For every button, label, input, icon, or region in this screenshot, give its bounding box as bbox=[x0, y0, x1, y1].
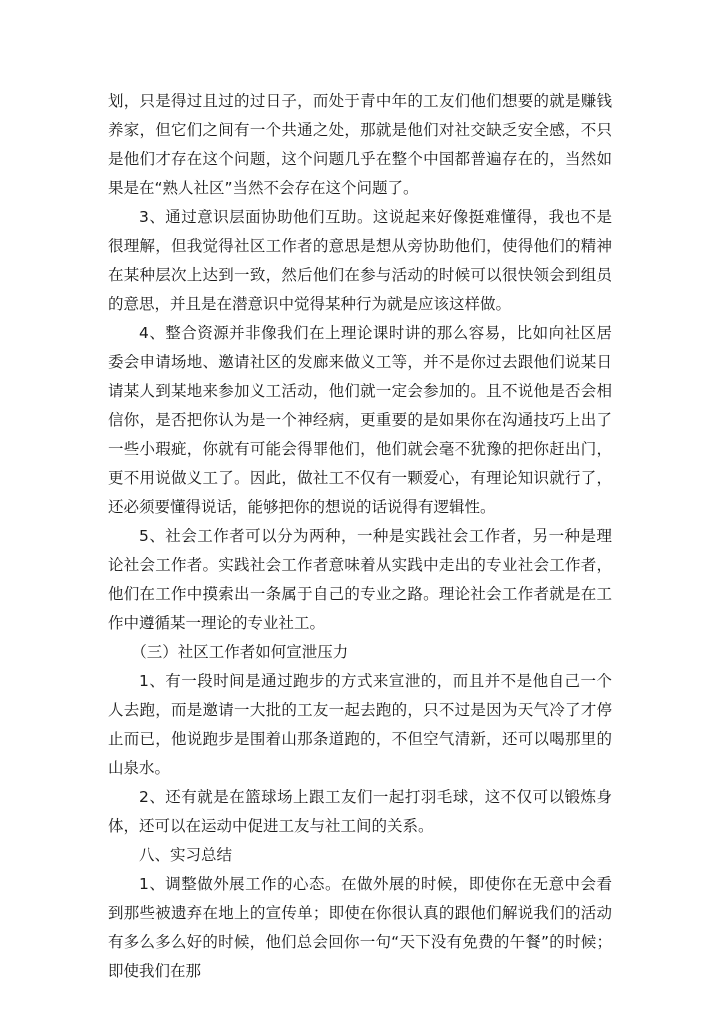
paragraph-summary-1: 1、调整做外展工作的心态。在做外展的时候，即使你在无意中会看到那些被遗弃在地上的宣传单；即使在你很认真的跟他们解说我们的活动有多么多么好的时候，他们总会回你一句“天下没有免费的午餐”的时候；即使我们在那 bbox=[108, 875, 612, 980]
section-heading-pressure-relief: （三）社区工作者如何宣泄压力 bbox=[131, 643, 349, 661]
paragraph-item-4: 4、整合资源并非像我们在上理论课时讲的那么容易，比如向社区居委会申请场地、邀请社区的发廊来做义工等，并不是你过去跟他们说某日请某人到某地来参加义工活动，他们就一定会参加的。且不说他是否会相信你，是否把你认为是一个神经病，更重要的是如果你在沟通技巧上出了一些小瑕疵，你就有可能会得罪他们，他们就会毫不犹豫的把你赶出门，更不用说做义工了。因此，做社工不仅有一颗爱心，有理论知识就行了，还必须要懂得说话，能够把你的想说的话说得有逻辑性。 bbox=[108, 324, 612, 516]
paragraph-item-3: 3、通过意识层面协助他们互助。这说起来好像挺难懂得，我也不是很理解，但我觉得社区工作者的意思是想从旁协助他们，使得他们的精神在某种层次上达到一致，然后他们在参与活动的时候可以很快领会到组员的意思，并且是在潜意识中觉得某种行为就是应该这样做。 bbox=[108, 208, 612, 313]
paragraph-continuation: 划，只是得过且过的过日子，而处于青中年的工友们他们想要的就是赚钱养家，但它们之间有一个共通之处，那就是他们对社交缺乏安全感，不只是他们才存在这个问题，这个问题几乎在整个中国都普遍存在的，当然如果是在“熟人社区”当然不会存在这个问题了。 bbox=[108, 92, 612, 197]
paragraph-relief-2: 2、还有就是在篮球场上跟工友们一起打羽毛球，这不仅可以锻炼身体，还可以在运动中促进工友与社工间的关系。 bbox=[108, 788, 612, 835]
section-heading-internship-summary: 八、实习总结 bbox=[139, 846, 233, 864]
paragraph-relief-1: 1、有一段时间是通过跑步的方式来宣泄的，而且并不是他自己一个人去跑，而是邀请一大批的工友一起去跑的，只不过是因为天气冷了才停止而已，他说跑步是围着山那条道跑的，不但空气清新，还可以喝那里的山泉水。 bbox=[108, 672, 612, 777]
document-body bbox=[108, 87, 612, 986]
paragraph-item-5: 5、社会工作者可以分为两种，一种是实践社会工作者，另一种是理论社会工作者。实践社会工作者意味着从实践中走出的专业社会工作者，他们在工作中摸索出一条属于自己的专业之路。理论社会工作者就是在工作中遵循某一理论的专业社工。 bbox=[108, 527, 612, 632]
